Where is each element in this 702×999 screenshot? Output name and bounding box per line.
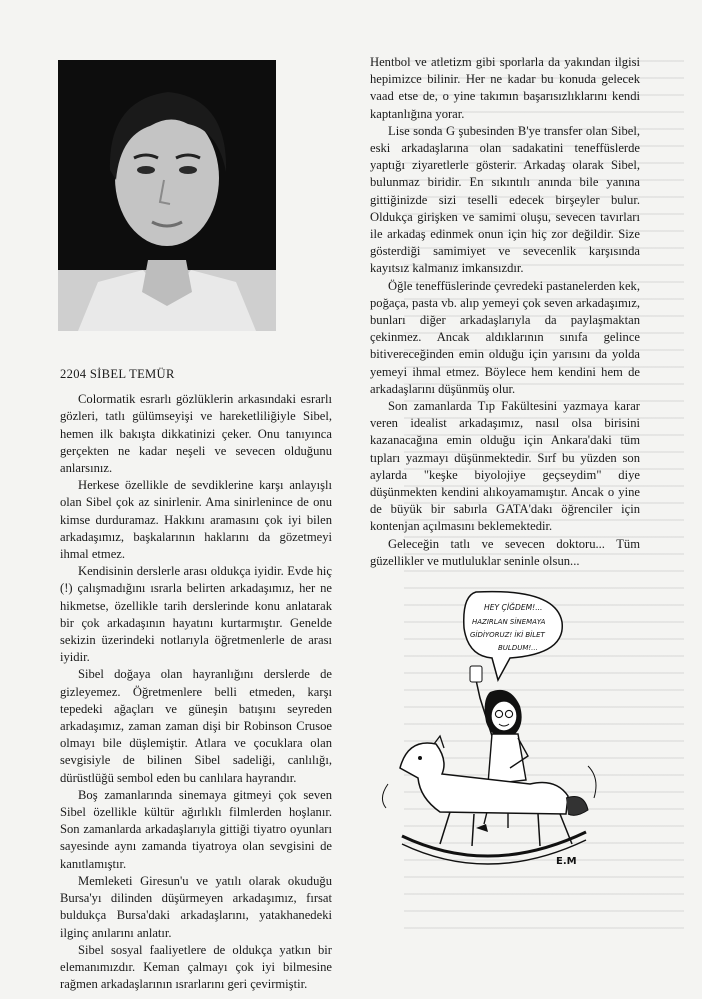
paragraph: Colormatik esrarlı gözlüklerin arkasındaki esrarlı gözleri, tatlı gülümseyişi ve hareketliliğiyle Sibel, hemen ilk bakışta dikkatinizi çeker. Onu tanıyınca gerçekten ne kadar neşeli ve sevecen olduğunu anlarsınız. [60,392,332,476]
left-column [60,366,332,993]
artist-signature: E.M [556,856,577,867]
speech-line: HAZIRLAN SİNEMAYA [472,618,546,626]
paragraph: Sibel sosyal faaliyetlere de oldukça yatkın bir elemanımızdır. Keman çalmayı çok iyi bilmesine rağmen arkadaşlarının ısrarlarını geri çevirmiştir. [60,942,332,992]
paragraph: Memleketi Giresun'u ve yatılı olarak okuduğu Bursa'yı dilinden düşürmeyen arkadaşımız, fırsat buldukça Bursa'daki arkadaşlarını, yatakhanedeki ilginç anılarını anlatır. [60,873,332,940]
article-heading: 2204 SİBEL TEMÜR [60,367,175,381]
cartoon-illustration [380,588,600,870]
paragraph: Geleceğin tatlı ve sevecen doktoru... Tüm güzellikler ve mutluluklar seninle olsun... [370,536,640,568]
right-column [370,54,640,570]
paragraph: Herkese özellikle de sevdiklerine karşı anlayışlı olan Sibel çok az sinirlenir. Ama sinirlenince de onu kimse durduramaz. Hakkını aramasını çok iyi bilen arkadaşımız, başkalarının haklarını da gözetmeyi ihmal etmez. [60,478,332,562]
speech-line: HEY ÇİĞDEM!... [484,603,543,612]
paragraph: Hentbol ve atletizm gibi sporlarla da yakından ilgisi hepimizce bilinir. Her ne kadar bu konuda gelecek vaad etse de, o yine takımın başarısızlıklarını kendi kaptanlığına yorar. [370,55,640,121]
paragraph: Öğle teneffüslerinde çevredeki pastanelerden kek, poğaça, pasta vb. alıp yemeyi çok seven arkadaşımız, bunları diğer arkadaşlarıyla da paylaşmaktan çekinmez. Ancak aldıklarının sınıfa gelince bitivereceğinden emin olduğu için yarısını da yolda yemeyi ihmal etmez. Böylece hem kendini hem de arkadaşlarını düşünmüş olur. [370,278,640,396]
paragraph: Boş zamanlarında sinemaya gitmeyi çok seven Sibel özellikle kültür ağırlıklı filmlerden hoşlanır. Son zamanlarda arkadaşlarıyla gittiği tiyatro oyunları sayesinde aynı zamanda tiyatroya olan sevgisini de kanıtlamıştır. [60,787,332,871]
speech-line: GİDİYORUZ! İKİ BİLET [470,631,545,639]
paragraph: Kendisinin derslerle arası oldukça iyidir. Evde hiç (!) çalışmadığını ısrarla belirten arkadaşımız, her ne hikmetse, özellikle tarih derslerinde konu anlatarak bir çok arkadaşının hayatını kurtarmıştır. Genelde sekizin üzerindeki notlarıyla öğretmenlerle de arası iyidir. [60,564,332,665]
portrait-photo [58,60,276,331]
paragraph: Lise sonda G şubesinden B'ye transfer olan Sibel, eski arkadaşlarına olan sadakatini teneffüslerde yaptığı ziyaretlerle gösterir. Arkadaş olarak Sibel, bulunmaz biridir. En sıkıntılı anında bile yanına gittiğinizde sizi teselli edecek birşeyler bulur. Oldukça girişken ve samimi oluşu, sevecen tavırları ile arkadaş edinmek onun için hiç zor değildir. Size gösterdiği samimiyet ve sevecenlik karşısında kayıtsız kalmanız imkansızdır. [370,123,640,276]
speech-line: BULDUM!... [498,644,538,652]
paragraph: Son zamanlarda Tıp Fakültesini yazmaya karar veren idealist arkadaşımız, nasıl olsa birisini kazanacağına emin olduğu için Ankara'daki tüm tıpları yazmayı düşünmektedir. Sırf bu yüzden son aylarda "keşke biyolojiye geçseydim" diye düşünmekten kendini alıkoyamamıştır. Ancak o yine de büyük bir sabırla GATA'dakı öğrenciler için kontenjan açılmasını beklemektedir. [370,399,640,534]
paragraph: Sibel doğaya olan hayranlığını derslerde de gizleyemez. Öğretmenlere belli etmeden, karşı tepedeki ağaçları ve güneşin batışını seyreden arkadaşımız, zaman zaman dişi bir Robinson Crusoe olmayı bile düşlemiştir. Atlara ve çocuklara olan sevgisiyle de bilinen Sibel sadeliği, canlılığı, dürüstlüğü sembol eden bu canlılara hayrandır. [60,667,332,785]
cartoon-drawing [380,588,600,870]
